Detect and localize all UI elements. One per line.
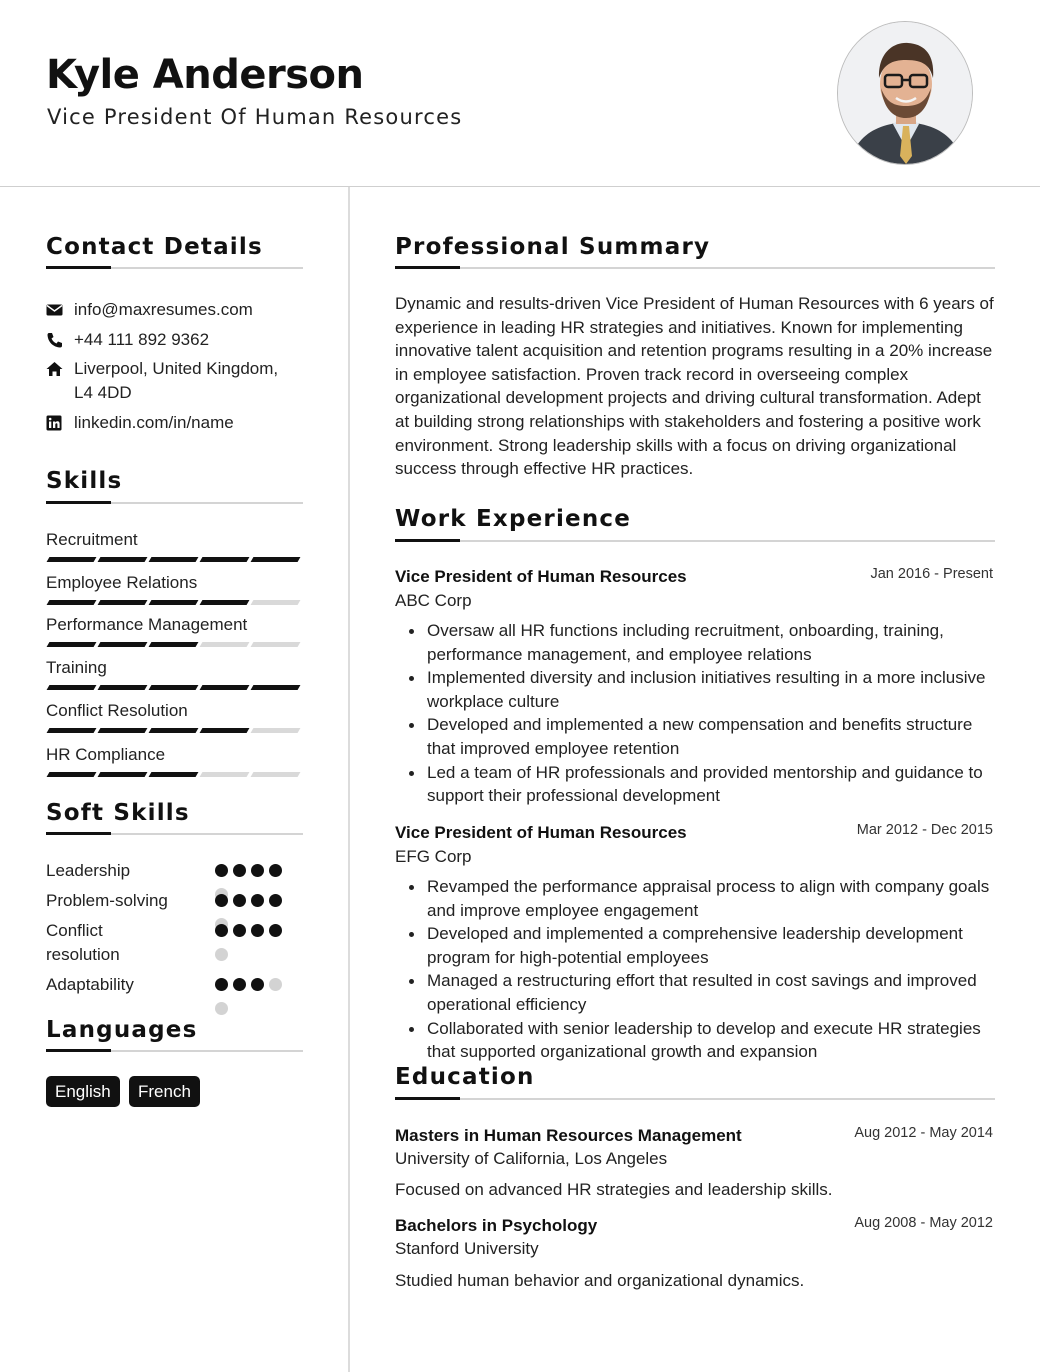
rating-dot-filled <box>215 894 228 907</box>
skill-segment-filled <box>98 642 148 647</box>
skill-level-bar <box>46 728 302 733</box>
skill-segment-filled <box>149 557 199 562</box>
profile-photo <box>837 21 973 165</box>
experience-heading: Work Experience <box>395 506 632 532</box>
rating-dot-filled <box>269 894 282 907</box>
education-description: Studied human behavior and organizational dynamics. <box>395 1271 805 1290</box>
candidate-name: Kyle Anderson <box>46 52 364 98</box>
soft-skill-label: resolution <box>46 945 120 964</box>
rating-dot-filled <box>215 864 228 877</box>
languages-heading: Languages <box>46 1017 198 1043</box>
summary-text: Dynamic and results-driven Vice President of Human Resources with 6 years of experience in leading HR strategies and initiatives. Known for implementing innovative talent acquisition and retention programs resulting in a 20% increase in employee satisfaction. Proven track record in overseeing complex organizational development projects and driving cultural transformation. Adept at building strong relationships with stakeholders and fostering a positive work environment. Strong leadership skills with a focus on driving organizational success through effective HR practices. <box>395 294 994 479</box>
contact-linkedin-text: linkedin.com/in/name <box>74 413 234 432</box>
soft-skill-label: Problem-solving <box>46 891 168 910</box>
job-bullet: Developed and implemented a comprehensive leadership development program for high-potential employees <box>395 922 1000 969</box>
skill-label: HR Compliance <box>46 745 166 764</box>
job-bullet: Oversaw all HR functions including recruitment, onboarding, training, performance management, and employee relations <box>395 619 1000 666</box>
skill-segment-filled <box>200 600 250 605</box>
skill-level-bar <box>46 557 302 562</box>
skill-segment-filled <box>47 772 97 777</box>
contact-phone-text: +44 111 892 9362 <box>74 330 210 349</box>
skill-segment-filled <box>149 642 199 647</box>
rating-dot-filled <box>233 864 246 877</box>
skill-segment-filled <box>47 728 97 733</box>
job-bullet: Managed a restructuring effort that resulted in cost savings and improved operational efficiency <box>395 969 1000 1016</box>
rating-dot-filled <box>251 864 264 877</box>
skill-label: Conflict Resolution <box>46 701 188 720</box>
job-title: Vice President of Human Resources <box>395 823 687 842</box>
soft-skills-heading: Soft Skills <box>46 800 190 826</box>
skill-segment-filled <box>47 685 97 690</box>
summary-heading: Professional Summary <box>395 234 711 260</box>
job-dates: Jan 2016 - Present <box>870 566 993 582</box>
soft-skill-label: Leadership <box>46 861 131 880</box>
job-company: EFG Corp <box>395 847 472 866</box>
resume-header <box>0 0 1040 187</box>
rating-dot-filled <box>233 978 246 991</box>
job-bullet: Collaborated with senior leadership to develop and execute HR strategies that supported organizational growth and expansion <box>395 1017 1000 1064</box>
contact-address-line1: Liverpool, United Kingdom, <box>74 359 279 378</box>
degree-title: Bachelors in Psychology <box>395 1216 598 1235</box>
experience-heading-rule <box>395 540 995 542</box>
skill-segment-filled <box>251 685 301 690</box>
contact-email-text: info@maxresumes.com <box>74 300 253 319</box>
rating-dot-empty <box>215 1002 228 1015</box>
skill-segment-filled <box>98 685 148 690</box>
job-bullet-list <box>395 875 1000 1064</box>
skill-segment-filled <box>251 557 301 562</box>
skills-heading-rule <box>46 502 303 504</box>
skill-label: Recruitment <box>46 530 138 549</box>
rating-dot-filled <box>251 978 264 991</box>
skill-segment-filled <box>200 557 250 562</box>
skill-segment-empty <box>251 772 301 777</box>
education-dates: Aug 2012 - May 2014 <box>854 1125 993 1141</box>
skill-segment-empty <box>200 642 250 647</box>
skill-segment-filled <box>149 600 199 605</box>
rating-dot-filled <box>269 864 282 877</box>
education-heading-rule <box>395 1098 995 1100</box>
rating-dot-filled <box>269 924 282 937</box>
candidate-title: Vice President Of Human Resources <box>47 105 463 129</box>
rating-dot-filled <box>251 894 264 907</box>
contact-heading-rule <box>46 267 303 269</box>
language-pill: English <box>46 1076 120 1107</box>
skill-segment-filled <box>98 600 148 605</box>
language-pill: French <box>129 1076 200 1107</box>
job-dates: Mar 2012 - Dec 2015 <box>856 822 993 838</box>
skill-label: Training <box>46 658 107 677</box>
skill-level-bar <box>46 600 302 605</box>
job-bullet: Implemented diversity and inclusion initiatives resulting in a more inclusive workplace culture <box>395 666 1000 713</box>
profile-photo-illustration <box>838 22 973 165</box>
soft-skills-heading-rule <box>46 833 303 835</box>
envelope-icon <box>46 302 63 318</box>
rating-dot-filled <box>251 924 264 937</box>
rating-dot-filled <box>233 924 246 937</box>
skill-segment-filled <box>98 772 148 777</box>
education-dates: Aug 2008 - May 2012 <box>854 1215 993 1231</box>
skill-level-bar <box>46 685 302 690</box>
job-bullet: Led a team of HR professionals and provided mentorship and guidance to support their professional development <box>395 761 1000 808</box>
skill-segment-empty <box>251 600 301 605</box>
rating-dot-empty <box>269 978 282 991</box>
job-bullet: Revamped the performance appraisal process to align with company goals and improve employee engagement <box>395 875 1000 922</box>
rating-dot-empty <box>215 948 228 961</box>
skill-segment-filled <box>47 600 97 605</box>
skill-segment-filled <box>98 557 148 562</box>
contact-heading: Contact Details <box>46 234 263 260</box>
rating-dot-filled <box>215 978 228 991</box>
skill-level-bar <box>46 642 302 647</box>
skill-label: Performance Management <box>46 615 248 634</box>
skill-segment-filled <box>149 772 199 777</box>
job-title: Vice President of Human Resources <box>395 567 687 586</box>
skill-segment-filled <box>47 557 97 562</box>
degree-title: Masters in Human Resources Management <box>395 1126 742 1145</box>
skill-segment-empty <box>251 728 301 733</box>
rating-dot-filled <box>215 924 228 937</box>
skill-segment-filled <box>98 728 148 733</box>
skill-segment-filled <box>149 685 199 690</box>
education-heading: Education <box>395 1064 535 1090</box>
job-bullet: Developed and implemented a new compensation and benefits structure that improved employee retention <box>395 713 1000 760</box>
skill-label: Employee Relations <box>46 573 198 592</box>
soft-skill-label: Adaptability <box>46 975 134 994</box>
skill-segment-filled <box>200 685 250 690</box>
education-description: Focused on advanced HR strategies and leadership skills. <box>395 1180 833 1199</box>
skill-segment-empty <box>200 772 250 777</box>
column-divider <box>348 187 350 1372</box>
linkedin-icon <box>46 415 63 431</box>
job-company: ABC Corp <box>395 591 472 610</box>
soft-skill-label: Conflict <box>46 921 103 940</box>
school-name: University of California, Los Angeles <box>395 1149 668 1168</box>
skill-level-bar <box>46 772 302 777</box>
rating-dot-filled <box>233 894 246 907</box>
skill-segment-filled <box>200 728 250 733</box>
languages-heading-rule <box>46 1050 303 1052</box>
skills-heading: Skills <box>46 468 123 494</box>
summary-heading-rule <box>395 267 995 269</box>
phone-icon <box>46 332 63 348</box>
contact-address-line2: L4 4DD <box>74 383 132 402</box>
job-bullet-list <box>395 619 1000 808</box>
home-icon <box>46 361 63 377</box>
skill-segment-empty <box>251 642 301 647</box>
skill-segment-filled <box>47 642 97 647</box>
school-name: Stanford University <box>395 1239 539 1258</box>
skill-segment-filled <box>149 728 199 733</box>
